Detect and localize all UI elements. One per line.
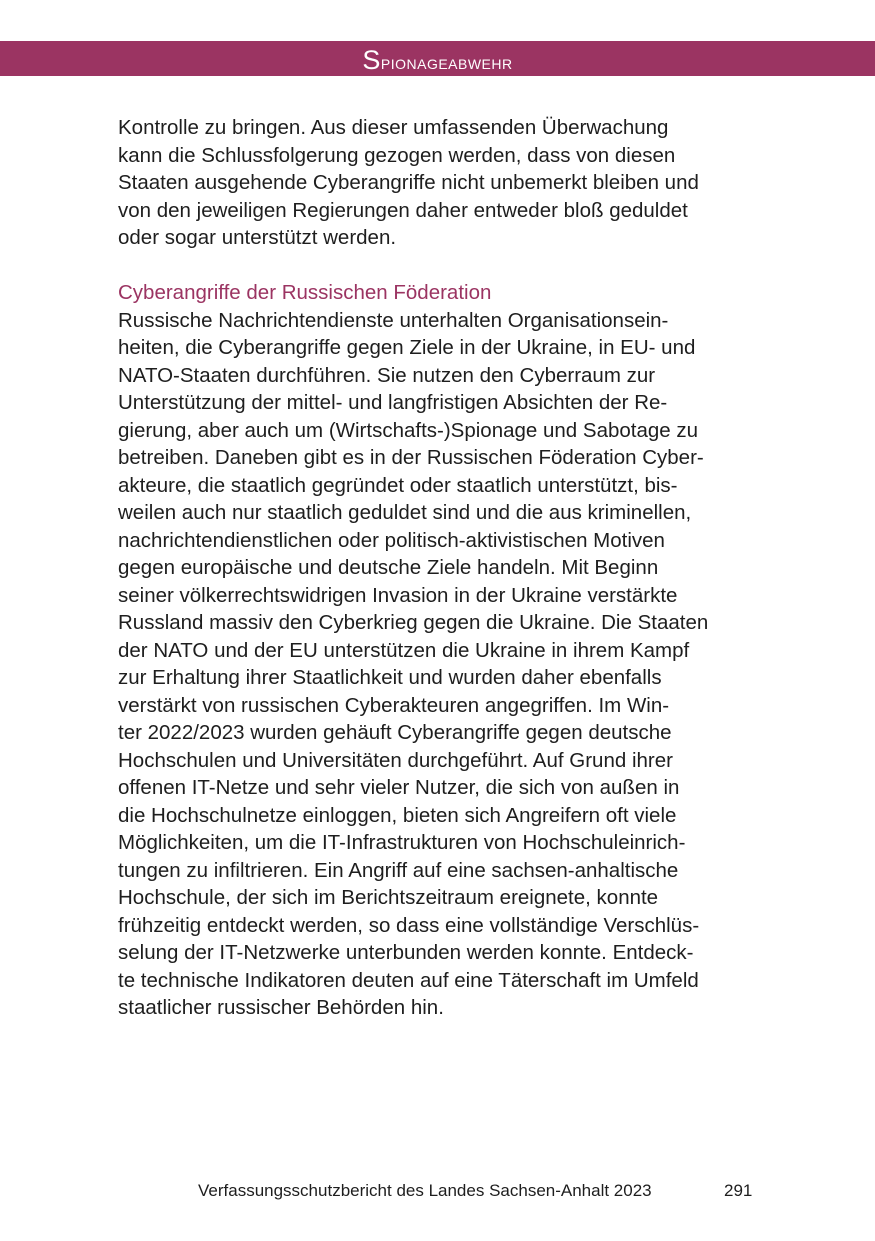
text-line: heiten, die Cyberangriffe gegen Ziele in der Ukraine, in EU- und [118, 336, 696, 359]
text-line: NATO-Staaten durchführen. Sie nutzen den Cyberraum zur [118, 363, 656, 387]
text-line: seiner völkerrechtswidrigen Invasion in der Ukraine verstärkte [118, 583, 678, 607]
text-line: selung der IT-Netzwerke unterbunden werden konnte. Entdeck- [118, 941, 694, 964]
text-line: weilen auch nur staatlich geduldet sind und die aus kriminellen, [118, 501, 692, 524]
text-line: Russische Nachrichtendienste unterhalten Organisationsein- [118, 308, 669, 332]
text-line: te technische Indikatoren deuten auf eine Täterschaft im Umfeld [118, 968, 699, 992]
text-line: Staaten ausgehende Cyberangriffe nicht unbemerkt bleiben und [118, 171, 699, 194]
section-title-initial: S [362, 45, 381, 75]
text-line: Hochschulen und Universitäten durchgeführt. Auf Grund ihrer [118, 748, 673, 772]
text-line: Unterstützung der mittel- und langfristigen Absichten der Re- [118, 391, 668, 414]
text-line: zur Erhaltung ihrer Staatlichkeit und wurden daher ebenfalls [118, 666, 662, 689]
section-title-rest: pionageabwehr [380, 52, 513, 74]
text-line: Hochschule, der sich im Berichtszeitraum ereignete, konnte [118, 886, 659, 909]
text-line: frühzeitig entdeckt werden, so dass eine vollständige Verschlüs- [118, 913, 700, 937]
text-line: nachrichtendienstlichen oder politisch-aktivistischen Motiven [118, 528, 665, 552]
page-number: 291 [724, 1181, 753, 1200]
paragraph-spacer [118, 252, 768, 280]
text-line: ter 2022/2023 wurden gehäuft Cyberangriffe gegen deutsche [118, 721, 672, 744]
text-line: kann die Schlussfolgerung gezogen werden, dass von diesen [118, 143, 676, 167]
text-line: offenen IT-Netze und sehr vieler Nutzer, die sich von außen in [118, 776, 680, 799]
text-line: Russland massiv den Cyberkrieg gegen die Ukraine. Die Staaten [118, 611, 709, 634]
text-line: gegen europäische und deutsche Ziele handeln. Mit Beginn [118, 556, 659, 579]
text-line: oder sogar unterstützt werden. [118, 226, 397, 249]
text-line: verstärkt von russischen Cyberakteuren angegriffen. Im Win- [118, 693, 670, 717]
text-line: von den jeweiligen Regierungen daher entweder bloß geduldet [118, 198, 688, 222]
text-line: akteure, die staatlich gegründet oder staatlich unterstützt, bis- [118, 473, 678, 497]
paragraph-russia [118, 307, 768, 1022]
section-header-band [0, 41, 875, 76]
paragraph-intro [118, 114, 768, 252]
subheading: Cyberangriffe der Russischen Föderation [118, 281, 492, 304]
section-title [0, 41, 875, 76]
text-line: staatlicher russischer Behörden hin. [118, 996, 444, 1019]
text-line: die Hochschulnetze einloggen, bieten sich Angreifern oft viele [118, 803, 677, 827]
text-line: betreiben. Daneben gibt es in der Russischen Föderation Cyber- [118, 446, 704, 469]
text-line: Möglichkeiten, um die IT-Infrastrukturen von Hochschuleinrich- [118, 831, 686, 854]
page-body [118, 114, 768, 1022]
text-line: der NATO und der EU unterstützen die Ukraine in ihrem Kampf [118, 638, 690, 662]
text-line: Kontrolle zu bringen. Aus dieser umfassenden Überwachung [118, 116, 669, 139]
text-line: gierung, aber auch um (Wirtschafts-)Spionage und Sabotage zu [118, 418, 699, 442]
footer-publication-title: Verfassungsschutzbericht des Landes Sachsen-Anhalt 2023 [198, 1181, 652, 1200]
text-line: tungen zu infiltrieren. Ein Angriff auf eine sachsen-anhaltische [118, 858, 679, 882]
